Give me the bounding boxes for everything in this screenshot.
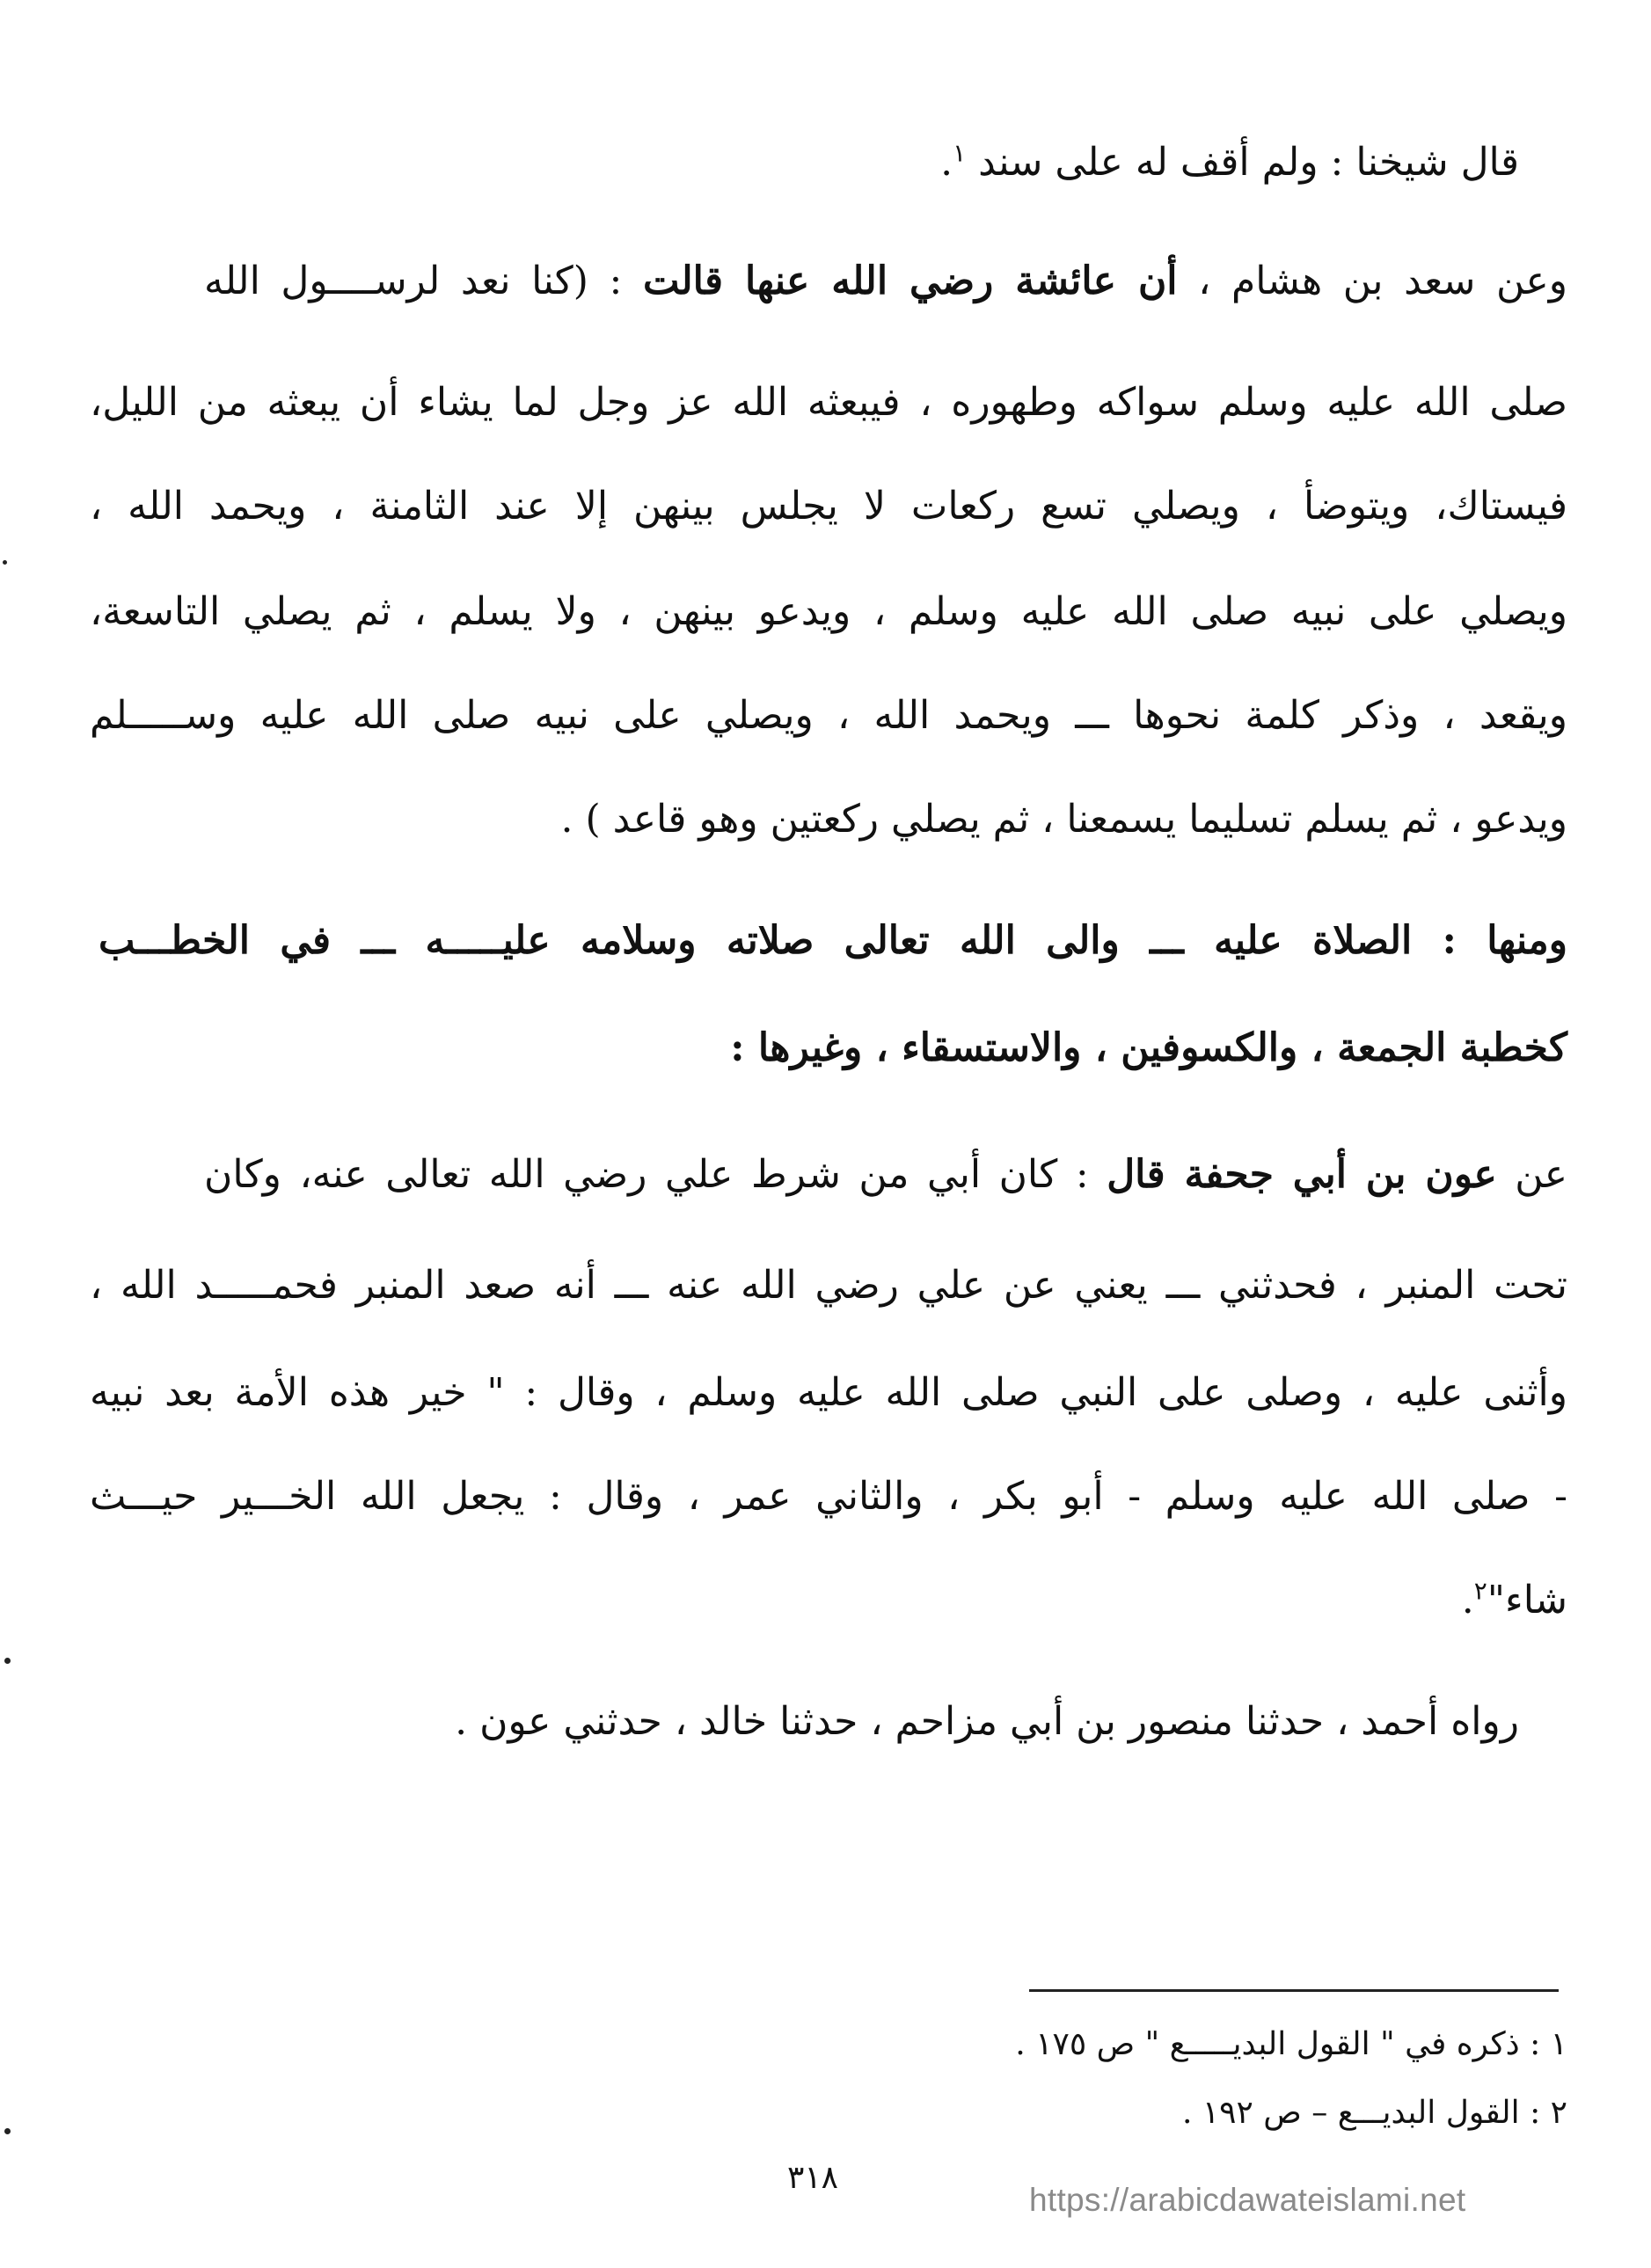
- para1-line-2: صلى الله عليه وسلم سواكه وطهوره ، فيبعثه الله عز وجل لما يشاء أن يبعثه من الليل،: [90, 380, 1567, 425]
- para1-line-3: فيستاك، ويتوضأ ، ويصلي تسع ركعات لا يجلس بينهن إلا عند الثامنة ، ويحمد الله ،: [90, 484, 1567, 529]
- para2-line-2: تحت المنبر ، فحدثني ـــ يعني عن علي رضي الله عنه ـــ أنه صعد المنبر فحمـــــد الله ،: [90, 1263, 1567, 1308]
- para2-line-1: عن عون بن أبي جحفة قال : كان أبي من شرط علي رضي الله تعالى عنه، وكان: [204, 1152, 1568, 1197]
- section-heading-line-2: كخطبة الجمعة ، والكسوفين ، والاستسقاء ، وغيرها :: [730, 1025, 1567, 1070]
- section-heading-line-1: ومنها : الصلاة عليه ـــ والى الله تعالى صلاته وسلامه عليـــــه ـــ في الخطـــب: [99, 918, 1567, 963]
- para1-bold-phrase: أن عائشة رضي الله عنها قالت: [643, 259, 1178, 303]
- para2-bold-phrase: عون بن أبي جحفة قال: [1107, 1152, 1497, 1197]
- footnote-divider: [1029, 1989, 1559, 1992]
- para2-line-3: وأثنى عليه ، وصلى على النبي صلى الله عليه وسلم ، وقال : " خير هذه الأمة بعد نبيه: [90, 1370, 1567, 1415]
- para2-line-4: - صلى الله عليه وسلم - أبو بكر ، والثاني عمر ، وقال : يجعل الله الخـــير حيـــث: [90, 1474, 1567, 1519]
- page-number: ٣١٨: [787, 2160, 839, 2196]
- para1-line-4: ويصلي على نبيه صلى الله عليه وسلم ، ويدعو بينهن ، ولا يسلم ، ثم يصلي التاسعة،: [90, 589, 1567, 634]
- scan-speck: [3, 560, 7, 565]
- para2-line-5: شاء"$^٢$.: [1461, 1576, 1567, 1623]
- para1-line-1: وعن سعد بن هشام ، أن عائشة رضي الله عنها قالت : (كنا نعد لرســــول الله: [204, 259, 1568, 303]
- source-line: رواه أحمد ، حدثنا منصور بن أبي مزاحم ، حدثنا خالد ، حدثني عون .: [455, 1699, 1519, 1744]
- footnote-1: ١ : ذكره في " القول البديـــــع " ص ١٧٥ .: [1015, 2026, 1567, 2062]
- scan-speck: [4, 1658, 11, 1664]
- opening-line: قال شيخنا : ولم أقف له على سند $^١$.: [940, 138, 1519, 185]
- watermark-url[interactable]: https://arabicdawateislami.net: [1029, 2182, 1466, 2218]
- footnote-ref-1[interactable]: ١: [953, 138, 967, 168]
- footnote-ref-2[interactable]: ٢: [1473, 1576, 1487, 1606]
- para1-line-6: ويدعو ، ثم يسلم تسليما يسمعنا ، ثم يصلي ركعتين وهو قاعد ) .: [560, 797, 1567, 842]
- para1-line-5: ويقعد ، وذكر كلمة نحوها ـــ ويحمد الله ، ويصلي على نبيه صلى الله عليه وســـــلم: [90, 693, 1567, 738]
- scan-speck: [4, 2128, 11, 2134]
- footnote-2: ٢ : القول البديـــع – ص ١٩٢ .: [1181, 2095, 1567, 2131]
